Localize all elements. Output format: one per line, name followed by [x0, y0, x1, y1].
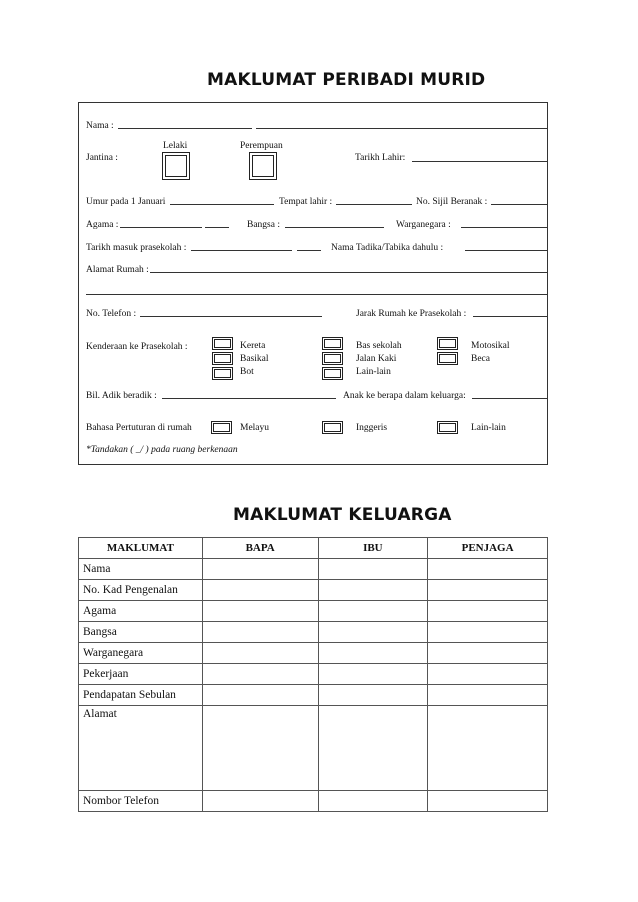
table-row: [79, 643, 548, 664]
cell-bapa[interactable]: [202, 791, 318, 812]
perempuan-label: Perempuan: [240, 141, 283, 151]
tarikh-lahir-label: Tarikh Lahir:: [355, 153, 406, 163]
cell-penjaga[interactable]: [428, 685, 548, 706]
table-row: [79, 706, 548, 791]
motosikal-checkbox[interactable]: [437, 337, 458, 350]
table-header-row: [79, 538, 548, 559]
telefon-line[interactable]: [140, 316, 322, 317]
row-label: Warganegara: [79, 643, 203, 664]
cell-ibu[interactable]: [318, 643, 428, 664]
lain-lain-bahasa-label: Lain-lain: [471, 423, 506, 433]
lelaki-checkbox[interactable]: [162, 152, 190, 180]
bot-label: Bot: [240, 367, 254, 377]
motosikal-label: Motosikal: [471, 341, 510, 351]
cell-bapa[interactable]: [202, 601, 318, 622]
alamat-line-1[interactable]: [150, 272, 548, 273]
umur-label: Umur pada 1 Januari: [86, 197, 166, 207]
alamat-line-2[interactable]: [86, 294, 548, 295]
lain-lain-kenderaan-label: Lain-lain: [356, 367, 391, 377]
page-title: MAKLUMAT PERIBADI MURID: [207, 70, 486, 90]
inggeris-label: Inggeris: [356, 423, 388, 433]
bahasa-label: Bahasa Pertuturan di rumah: [86, 423, 192, 433]
cell-penjaga[interactable]: [428, 643, 548, 664]
lain-lain-bahasa-checkbox[interactable]: [437, 421, 458, 434]
beca-checkbox[interactable]: [437, 352, 458, 365]
row-label: Nombor Telefon: [79, 791, 203, 812]
beca-label: Beca: [471, 354, 490, 364]
cell-penjaga[interactable]: [428, 706, 548, 791]
cell-bapa[interactable]: [202, 643, 318, 664]
cell-bapa[interactable]: [202, 706, 318, 791]
nama-line-2[interactable]: [256, 128, 548, 129]
sijil-line[interactable]: [491, 204, 548, 205]
bangsa-line[interactable]: [285, 227, 384, 228]
nama-tadika-label: Nama Tadika/Tabika dahulu :: [331, 243, 444, 253]
adik-line[interactable]: [162, 398, 336, 399]
kereta-checkbox[interactable]: [212, 337, 233, 350]
kenderaan-label: Kenderaan ke Prasekolah :: [86, 342, 188, 352]
tarikh-masuk-line-1[interactable]: [191, 250, 292, 251]
row-label: Agama: [79, 601, 203, 622]
section-title: MAKLUMAT KELUARGA: [233, 505, 452, 525]
table-row: [79, 622, 548, 643]
anak-ke-line[interactable]: [472, 398, 548, 399]
cell-penjaga[interactable]: [428, 580, 548, 601]
row-label: Pekerjaan: [79, 664, 203, 685]
row-label: Nama: [79, 559, 203, 580]
warganegara-label: Warganegara :: [396, 220, 451, 230]
student-info-frame: [78, 102, 548, 465]
header-penjaga: PENJAGA: [428, 538, 548, 559]
header-maklumat: MAKLUMAT: [79, 538, 203, 559]
table-row: [79, 685, 548, 706]
adik-label: Bil. Adik beradik :: [86, 391, 157, 401]
agama-line-1[interactable]: [120, 227, 202, 228]
cell-ibu[interactable]: [318, 664, 428, 685]
cell-penjaga[interactable]: [428, 622, 548, 643]
lelaki-label: Lelaki: [163, 141, 188, 151]
inggeris-checkbox[interactable]: [322, 421, 343, 434]
jalan-kaki-label: Jalan Kaki: [356, 354, 397, 364]
header-ibu: IBU: [318, 538, 428, 559]
basikal-label: Basikal: [240, 354, 269, 364]
perempuan-checkbox[interactable]: [249, 152, 277, 180]
cell-ibu[interactable]: [318, 791, 428, 812]
cell-ibu[interactable]: [318, 601, 428, 622]
cell-penjaga[interactable]: [428, 559, 548, 580]
melayu-checkbox[interactable]: [211, 421, 232, 434]
nama-tadika-line[interactable]: [465, 250, 548, 251]
table-row: [79, 580, 548, 601]
tarikh-lahir-line[interactable]: [412, 161, 548, 162]
jarak-line[interactable]: [473, 316, 548, 317]
nama-label: Nama :: [86, 121, 114, 131]
cell-ibu[interactable]: [318, 580, 428, 601]
bot-checkbox[interactable]: [212, 367, 233, 380]
kereta-label: Kereta: [240, 341, 266, 351]
cell-penjaga[interactable]: [428, 791, 548, 812]
jarak-label: Jarak Rumah ke Prasekolah :: [356, 309, 467, 319]
sijil-label: No. Sijil Beranak :: [416, 197, 488, 207]
nama-line-1[interactable]: [118, 128, 252, 129]
lain-lain-kenderaan-checkbox[interactable]: [322, 367, 343, 380]
cell-bapa[interactable]: [202, 685, 318, 706]
row-label: Pendapatan Sebulan: [79, 685, 203, 706]
warganegara-line[interactable]: [461, 227, 548, 228]
agama-label: Agama :: [86, 220, 119, 230]
cell-ibu[interactable]: [318, 685, 428, 706]
melayu-label: Melayu: [240, 423, 270, 433]
cell-penjaga[interactable]: [428, 601, 548, 622]
cell-bapa[interactable]: [202, 664, 318, 685]
row-label: No. Kad Pengenalan: [79, 580, 203, 601]
jalan-kaki-checkbox[interactable]: [322, 352, 343, 365]
cell-ibu[interactable]: [318, 706, 428, 791]
table-row: [79, 664, 548, 685]
cell-bapa[interactable]: [202, 580, 318, 601]
basikal-checkbox[interactable]: [212, 352, 233, 365]
table-row: [79, 601, 548, 622]
cell-ibu[interactable]: [318, 559, 428, 580]
cell-bapa[interactable]: [202, 559, 318, 580]
cell-penjaga[interactable]: [428, 664, 548, 685]
tempat-lahir-label: Tempat lahir :: [279, 197, 333, 207]
anak-ke-label: Anak ke berapa dalam keluarga:: [343, 391, 466, 401]
cell-ibu[interactable]: [318, 622, 428, 643]
agama-line-2[interactable]: [205, 227, 229, 228]
umur-line[interactable]: [170, 204, 274, 205]
row-label: Bangsa: [79, 622, 203, 643]
bas-label: Bas sekolah: [356, 341, 402, 351]
bangsa-label: Bangsa :: [247, 220, 280, 230]
family-table: [78, 537, 548, 812]
header-bapa: BAPA: [202, 538, 318, 559]
tempat-lahir-line[interactable]: [336, 204, 412, 205]
jantina-label: Jantina :: [86, 153, 118, 163]
table-row: [79, 559, 548, 580]
note-text: *Tandakan ( _/ ) pada ruang berkenaan: [86, 445, 238, 455]
telefon-label: No. Telefon :: [86, 309, 137, 319]
alamat-label: Alamat Rumah :: [86, 265, 149, 275]
row-label: Alamat: [79, 706, 203, 791]
tarikh-masuk-line-2[interactable]: [297, 250, 321, 251]
cell-bapa[interactable]: [202, 622, 318, 643]
tarikh-masuk-label: Tarikh masuk prasekolah :: [86, 243, 187, 253]
table-row: [79, 791, 548, 812]
bas-checkbox[interactable]: [322, 337, 343, 350]
